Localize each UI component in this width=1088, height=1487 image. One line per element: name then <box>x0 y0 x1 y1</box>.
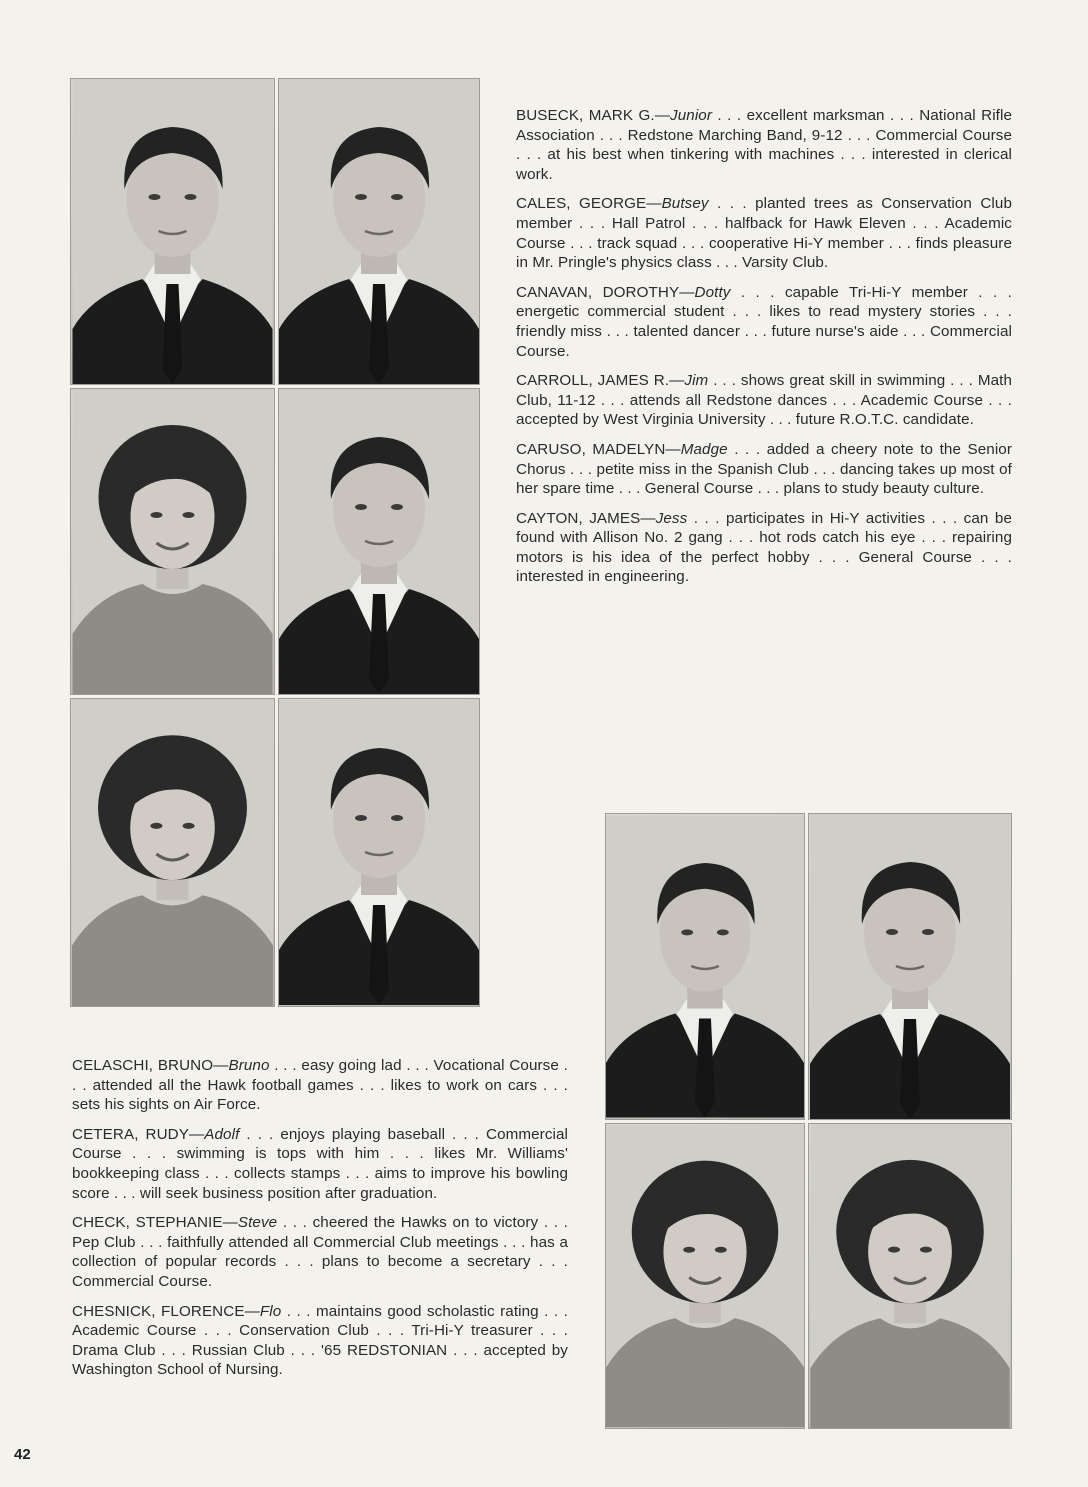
portrait-photo <box>71 79 274 384</box>
portrait-canavan <box>70 388 275 695</box>
bio-nickname: Jim <box>684 372 709 390</box>
portrait-check <box>605 1123 805 1429</box>
portrait-cayton <box>278 698 480 1007</box>
bio-separator: — <box>213 1057 229 1074</box>
bio-nickname: Dotty <box>694 283 731 301</box>
bio-nickname: Flo <box>259 1302 282 1320</box>
bio-separator: — <box>679 283 695 301</box>
bio-separator: — <box>188 1125 205 1143</box>
bio-separator: — <box>669 372 685 390</box>
portrait-photo <box>279 389 479 694</box>
bio-name: CELASCHI, BRUNO <box>72 1057 214 1074</box>
page-number: 42 <box>14 1446 31 1463</box>
bio-separator: — <box>244 1302 260 1320</box>
bio-separator: — <box>222 1214 238 1232</box>
portrait-buseck <box>70 78 275 385</box>
bio-canavan <box>516 283 1012 361</box>
portrait-photo <box>71 389 274 694</box>
bio-name: CETERA, RUDY <box>72 1125 189 1143</box>
bio-text: . . . shows great skill in swimming . . . Math Club, 11-12 . . . attends all Redstone dances . . . Academic Course . . . accepted by West Virginia University . . . future R.O.T.C. candidate. <box>516 372 1013 429</box>
bio-buseck <box>516 106 1012 184</box>
portrait-photo <box>809 1124 1011 1428</box>
bio-separator: — <box>654 107 671 124</box>
bio-nickname: Steve <box>237 1214 278 1232</box>
portrait-celaschi <box>605 813 805 1120</box>
portrait-photo <box>606 1124 804 1428</box>
bio-text: . . . added a cheery note to the Senior Chorus . . . petite miss in the Spanish Club . . . dancing takes up most of her spare time . . . General Course . . . plans to study beauty culture. <box>516 440 1013 498</box>
bio-check <box>72 1213 568 1291</box>
bio-nickname: Junior <box>670 107 712 124</box>
portrait-caruso <box>70 698 275 1007</box>
portrait-photo <box>279 699 479 1006</box>
portrait-carroll <box>278 388 480 695</box>
bio-text: . . . maintains good scholastic rating . . . Academic Course . . . Conservation Club . . . Tri-Hi-Y treasurer . . . Drama Club . . . Russian Club . . . '65 REDSTONIAN . . . accepted by Washington School of Nursing. <box>72 1302 569 1379</box>
bio-carroll <box>516 371 1012 430</box>
bios-bottom <box>72 1056 568 1390</box>
portrait-photo <box>71 699 274 1006</box>
bio-nickname: Jess <box>655 509 688 527</box>
bio-nickname: Adolf <box>204 1125 240 1143</box>
bio-name: CALES, GEORGE <box>516 195 647 213</box>
portrait-photo <box>606 814 804 1119</box>
bio-nickname: Butsey <box>661 195 709 213</box>
bio-text: . . . capable Tri-Hi-Y member . . . energetic commercial student . . . likes to read mystery stories . . . friendly miss . . . talented dancer . . . future nurse's aide . . . Commercial Course. <box>516 283 1012 360</box>
bio-name: BUSECK, MARK G. <box>516 107 655 124</box>
bio-text: . . . enjoys playing baseball . . . Commercial Course . . . swimming is tops with him . . . likes Mr. Williams' bookkeeping class . . . collects stamps . . . aims to improve his bowling score . . . will seek business position after graduation. <box>72 1125 569 1202</box>
bio-name: CAYTON, JAMES <box>516 509 641 527</box>
bio-separator: — <box>665 440 681 458</box>
bio-cales <box>516 194 1012 272</box>
bio-caruso <box>516 440 1012 499</box>
bio-cetera <box>72 1125 568 1203</box>
bio-text: . . . participates in Hi-Y activities . . . can be found with Allison No. 2 gang . . . hot rods catch his eye . . . repairing motors is his idea of the perfect hobby . . . General Course . . . interested in engineering. <box>516 509 1012 586</box>
portrait-chesnick <box>808 1123 1012 1429</box>
bio-text: . . . planted trees as Conservation Club member . . . Hall Patrol . . . halfback for Hawk Eleven . . . Academic Course . . . track squad . . . cooperative Hi-Y member . . . finds pleasure in Mr. Pringle's physics class . . . Varsity Club. <box>516 195 1012 272</box>
bio-text: . . . cheered the Hawks on to victory . . . Pep Club . . . faithfully attended all Commercial Club meetings . . . has a collection of popular records . . . plans to become a secretary . . . Commercial Course. <box>72 1214 568 1290</box>
bio-name: CARROLL, JAMES R. <box>516 372 670 390</box>
bio-cayton <box>516 509 1012 587</box>
portrait-cales <box>278 78 480 385</box>
bio-name: CHESNICK, FLORENCE <box>72 1302 245 1320</box>
bio-name: CANAVAN, DOROTHY <box>516 283 680 301</box>
portrait-photo <box>809 814 1011 1119</box>
bio-nickname: Madge <box>680 440 728 458</box>
bios-top <box>516 106 1012 597</box>
bio-text: . . . excellent marksman . . . National Rifle Association . . . Redstone Marching Band, 9-12 . . . Commercial Course . . . at his best when tinkering with machines . . . interested in clerical work. <box>516 107 1013 183</box>
bio-name: CARUSO, MADELYN <box>516 440 666 458</box>
bio-name: CHECK, STEPHANIE <box>72 1214 223 1232</box>
bio-nickname: Bruno <box>228 1057 270 1074</box>
bio-separator: — <box>646 195 662 213</box>
bio-celaschi <box>72 1056 568 1115</box>
bio-text: . . . easy going lad . . . Vocational Course . . . attended all the Hawk football games . . . likes to work on cars . . . sets his sights on Air Force. <box>72 1057 568 1114</box>
bio-chesnick <box>72 1302 568 1380</box>
bio-separator: — <box>640 509 656 527</box>
portrait-cetera <box>808 813 1012 1120</box>
portrait-photo <box>279 79 479 384</box>
